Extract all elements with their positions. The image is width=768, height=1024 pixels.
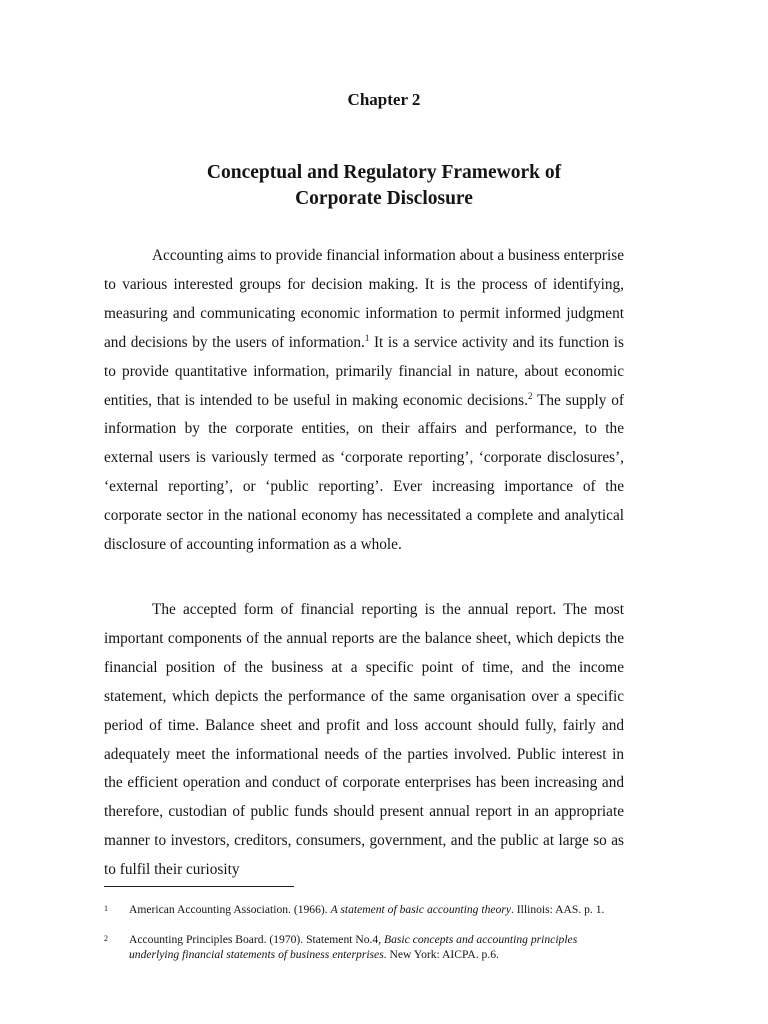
paragraph-1-text-a: Accounting aims to provide financial information about a business enterprise to various interested groups for decision making. It is the process of identifying, measuring and communicating economic information to permit informed judgment and decisions by the users of information.	[104, 247, 624, 351]
footnote-1	[104, 903, 624, 918]
footnote-2-post: . New York: AICPA. p.6.	[383, 947, 499, 961]
paragraph-1-text-c: The supply of information by the corporate entities, on their affairs and performance, to the external users is variously termed as ‘corporate reporting’, ‘corporate disclosures’, ‘external reporting’, or ‘public reporting’. Ever increasing importance of the corporate sector in the national economy has necessitated a complete and analytical disclosure of accounting information as a whole.	[104, 391, 624, 554]
chapter-heading: Chapter 2	[347, 90, 421, 109]
footnote-1-text	[129, 903, 624, 918]
footnote-2	[104, 933, 624, 962]
footnote-1-pre: American Accounting Association. (1966).	[129, 903, 331, 916]
paragraph-1-text-b: It is a service activity and its function is to provide quantitative information, primarily financial in nature, about economic entities, that is intended to be useful in making economic decisions.	[104, 333, 625, 409]
chapter-title-line-2: Corporate Disclosure	[295, 188, 473, 209]
chapter-title	[0, 160, 768, 212]
footnote-2-text	[129, 933, 624, 962]
footnote-ref-2: 2	[527, 390, 533, 401]
footnote-1-post: . Illinois: AAS. p. 1.	[511, 903, 605, 916]
body-paragraph-2	[104, 596, 624, 885]
footnote-separator	[104, 886, 294, 887]
footnote-1-italic: A statement of basic accounting theory	[330, 903, 511, 916]
footnote-2-italic: Basic concepts and accounting principles underlying financial statements of business enterprises	[129, 933, 578, 961]
footnote-ref-1: 1	[364, 332, 370, 343]
paragraph-2-text: The accepted form of financial reporting is the annual report. The most important components of the annual reports are the balance sheet, which depicts the financial position of the business at a specific point of time, and the income statement, which depicts the performance of the same organisation over a specific period of time. Balance sheet and profit and loss account should fully, fairly and adequately meet the informational needs of the parties involved. Public interest in the efficient operation and conduct of corporate enterprises has been increasing and therefore, custodian of public funds should present annual report in an appropriate manner to investors, creditors, consumers, government, and the public at large so as to fulfil their curiosity	[104, 601, 624, 879]
footnote-2-pre: Accounting Principles Board. (1970). Statement No.4,	[129, 933, 385, 946]
body-paragraph-1	[104, 242, 624, 560]
footnote-1-number: 1	[104, 904, 108, 913]
chapter-title-line-1: Conceptual and Regulatory Framework of	[206, 162, 562, 183]
footnote-2-number: 2	[104, 934, 108, 943]
